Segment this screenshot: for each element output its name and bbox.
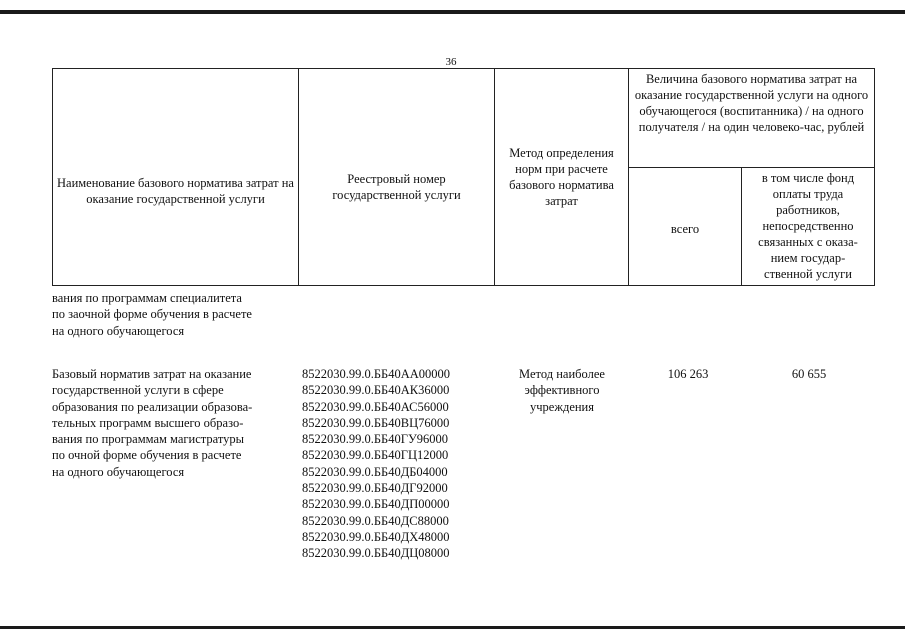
header-method-label: Метод определения норм при расчете базового норматива затрат [509, 146, 614, 208]
row-name-line: по очной форме обучения в расчете [52, 448, 242, 463]
header-cell-registry [299, 69, 495, 286]
row-service-name [52, 366, 293, 480]
header-cell-total [629, 168, 742, 286]
row-name-line: образования по реализации образова- [52, 399, 253, 414]
registry-code: 8522030.99.0.ББ40АС56000 [302, 399, 449, 414]
row-name-line: государственной услуги в сфере [52, 383, 224, 398]
row-method: Метод наиболее эффективного учреждения [519, 367, 605, 414]
row-name-line: Базовый норматив затрат на оказание [52, 367, 252, 381]
header-cell-value-group [629, 69, 875, 168]
registry-code: 8522030.99.0.ББ40ДБ04000 [302, 464, 448, 479]
registry-code: 8522030.99.0.ББ40ДЦ08000 [302, 546, 450, 561]
row-registry-codes [302, 366, 492, 562]
registry-code: 8522030.99.0.ББ40ДГ92000 [302, 481, 448, 496]
header-registry-label: Реестровый номер государственной услуги [332, 172, 461, 202]
registry-code: 8522030.99.0.ББ40ВЦ76000 [302, 415, 450, 430]
continued-line: по заочной форме обучения в расчете [52, 307, 252, 322]
registry-code: 8522030.99.0.ББ40ГЦ12000 [302, 448, 449, 463]
registry-code: 8522030.99.0.ББ40АК36000 [302, 383, 450, 398]
row-name-line: вания по программам магистратуры [52, 432, 245, 447]
header-cell-fot [742, 168, 875, 286]
registry-code: 8522030.99.0.ББ40ДП00000 [302, 497, 450, 512]
row-total-value: 106 263 [667, 367, 709, 381]
registry-code: 8522030.99.0.ББ40АА00000 [302, 367, 451, 381]
header-value-group-label: Величина базового норматива затрат на оказание государственной услуги на одного обучающегося (воспитанника) / на одного получателя / на один человеко-час, рублей [634, 72, 869, 134]
header-total-label: всего [670, 221, 700, 236]
continued-line: на одного обучающегося [52, 323, 185, 338]
header-fot-label: в том числе фонд оплаты труда работников, непосредственно связанных с оказа- нием государ- ственной услуги [758, 171, 858, 281]
page-number: 36 [445, 56, 457, 68]
registry-code: 8522030.99.0.ББ40ДС88000 [302, 513, 449, 528]
table-header [52, 68, 875, 286]
header-name-label: Наименование базового норматива затрат на оказание государственной услуги [57, 176, 294, 206]
row-name-line: тельных программ высшего образо- [52, 415, 244, 430]
registry-code: 8522030.99.0.ББ40ДХ48000 [302, 529, 450, 544]
top-border-line [0, 10, 905, 14]
continued-row-name [52, 290, 293, 339]
header-cell-method [495, 69, 629, 286]
header-cell-name [53, 69, 299, 286]
row-name-line: на одного обучающегося [52, 464, 185, 479]
row-fot-value: 60 655 [791, 367, 827, 381]
bottom-border-line [0, 626, 905, 629]
registry-code: 8522030.99.0.ББ40ГУ96000 [302, 432, 449, 447]
continued-line: вания по программам специалитета [52, 291, 242, 305]
